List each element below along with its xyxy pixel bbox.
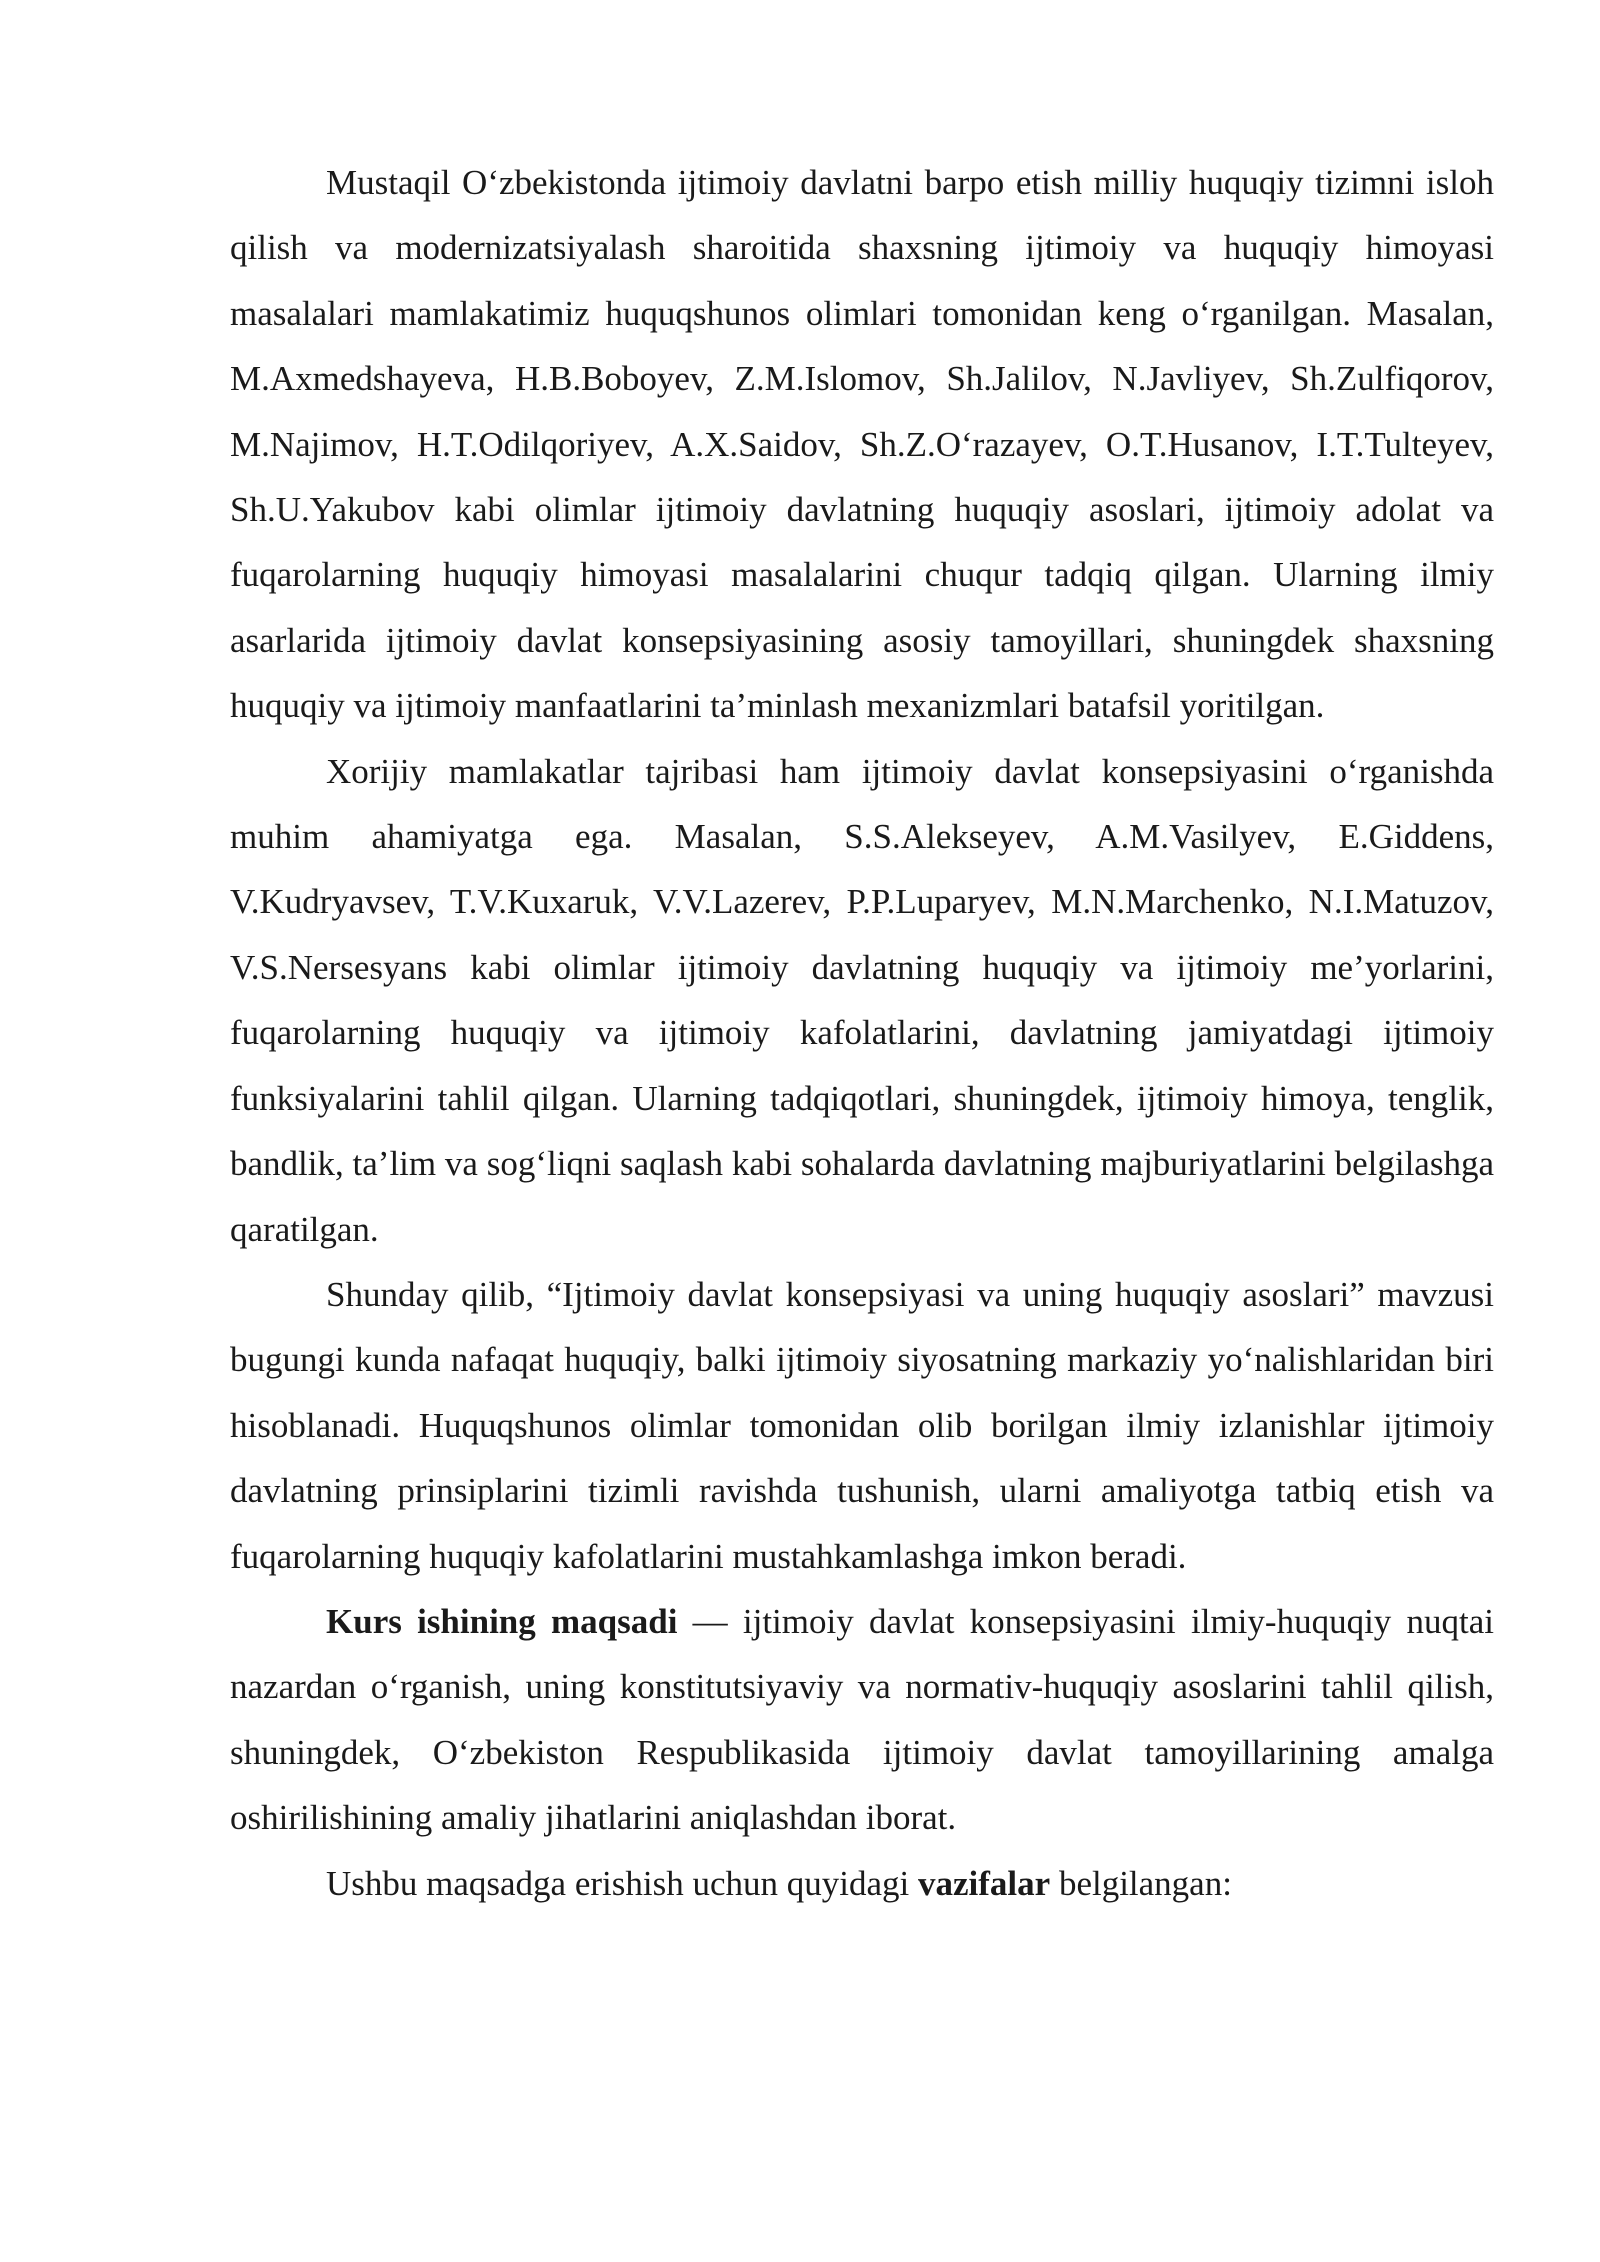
course-goal-heading: Kurs ishining maqsadi	[326, 1601, 678, 1641]
tasks-intro-end: belgilangan:	[1050, 1863, 1232, 1903]
paragraph-foreign-experience: Xorijiy mamlakatlar tajribasi ham ijtimoiy davlat konsepsiyasini o‘rganishda muhim ahamiyatga ega. Masalan, S.S.Alekseyev, A.M.Vasilyev, E.Giddens, V.Kudryavsev, T.V.Kuxaruk, V.V.Lazerev, P.P.Luparyev, M.N.Marchenko, N.I.Matuzov, V.S.Nersesyans kabi olimlar ijtimoiy davlatning huquqiy va ijtimoiy me’yorlarini, fuqarolarning huquqiy va ijtimoiy kafolatlarini, davlatning jamiyatdagi ijtimoiy funksiyalarini tahlil qilgan. Ularning tadqiqotlari, shuningdek, ijtimoiy himoya, tenglik, bandlik, ta’lim va sog‘liqni saqlash kabi sohalarda davlatning majburiyatlarini belgilashga qaratilgan.	[230, 751, 1494, 1249]
paragraph-course-goal	[230, 1589, 1494, 1851]
tasks-keyword: vazifalar	[918, 1863, 1051, 1903]
paragraph-conclusion: Shunday qilib, “Ijtimoiy davlat konsepsiyasi va uning huquqiy asoslari” mavzusi bugungi kunda nafaqat huquqiy, balki ijtimoiy siyosatning markaziy yo‘nalishlaridan biri hisoblanadi. Huquqshunos olimlar tomonidan olib borilgan ilmiy izlanishlar ijtimoiy davlatning prinsiplarini tizimli ravishda tushunish, ularni amaliyotga tatbiq etish va fuqarolarning huquqiy kafolatlarini mustahkamlashga imkon beradi.	[230, 1274, 1494, 1576]
paragraph-tasks-intro	[230, 1851, 1494, 1916]
document-page	[230, 150, 1494, 1916]
paragraph-domestic-research: Mustaqil O‘zbekistonda ijtimoiy davlatni barpo etish milliy huquqiy tizimni isloh qilish va modernizatsiyalash sharoitida shaxsning ijtimoiy va huquqiy himoyasi masalalari mamlakatimiz huquqshunos olimlari tomonidan keng o‘rganilgan. Masalan, M.Axmedshayeva, H.B.Boboyev, Z.M.Islomov, Sh.Jalilov, N.Javliyev, Sh.Zulfiqorov, M.Najimov, H.T.Odilqoriyev, A.X.Saidov, Sh.Z.O‘razayev, O.T.Husanov, I.T.Tulteyev, Sh.U.Yakubov kabi olimlar ijtimoiy davlatning huquqiy asoslari, ijtimoiy adolat va fuqarolarning huquqiy himoyasi masalalarini chuqur tadqiq qilgan. Ularning ilmiy asarlarida ijtimoiy davlat konsepsiyasining asosiy tamoyillari, shuningdek shaxsning huquqiy va ijtimoiy manfaatlarini ta’minlash mexanizmlari batafsil yoritilgan.	[230, 163, 1494, 726]
course-goal-text: — ijtimoiy davlat konsepsiyasini ilmiy-huquqiy nuqtai nazardan o‘rganish, uning konstitutsiyaviy va normativ-huquqiy asoslarini tahlil qilish, shuningdek, O‘zbekiston Respublikasida ijtimoiy davlat tamoyillarining amalga oshirilishining amaliy jihatlarini aniqlashdan iborat.	[230, 1601, 1494, 1838]
tasks-intro-text: Ushbu maqsadga erishish uchun quyidagi	[326, 1863, 918, 1903]
